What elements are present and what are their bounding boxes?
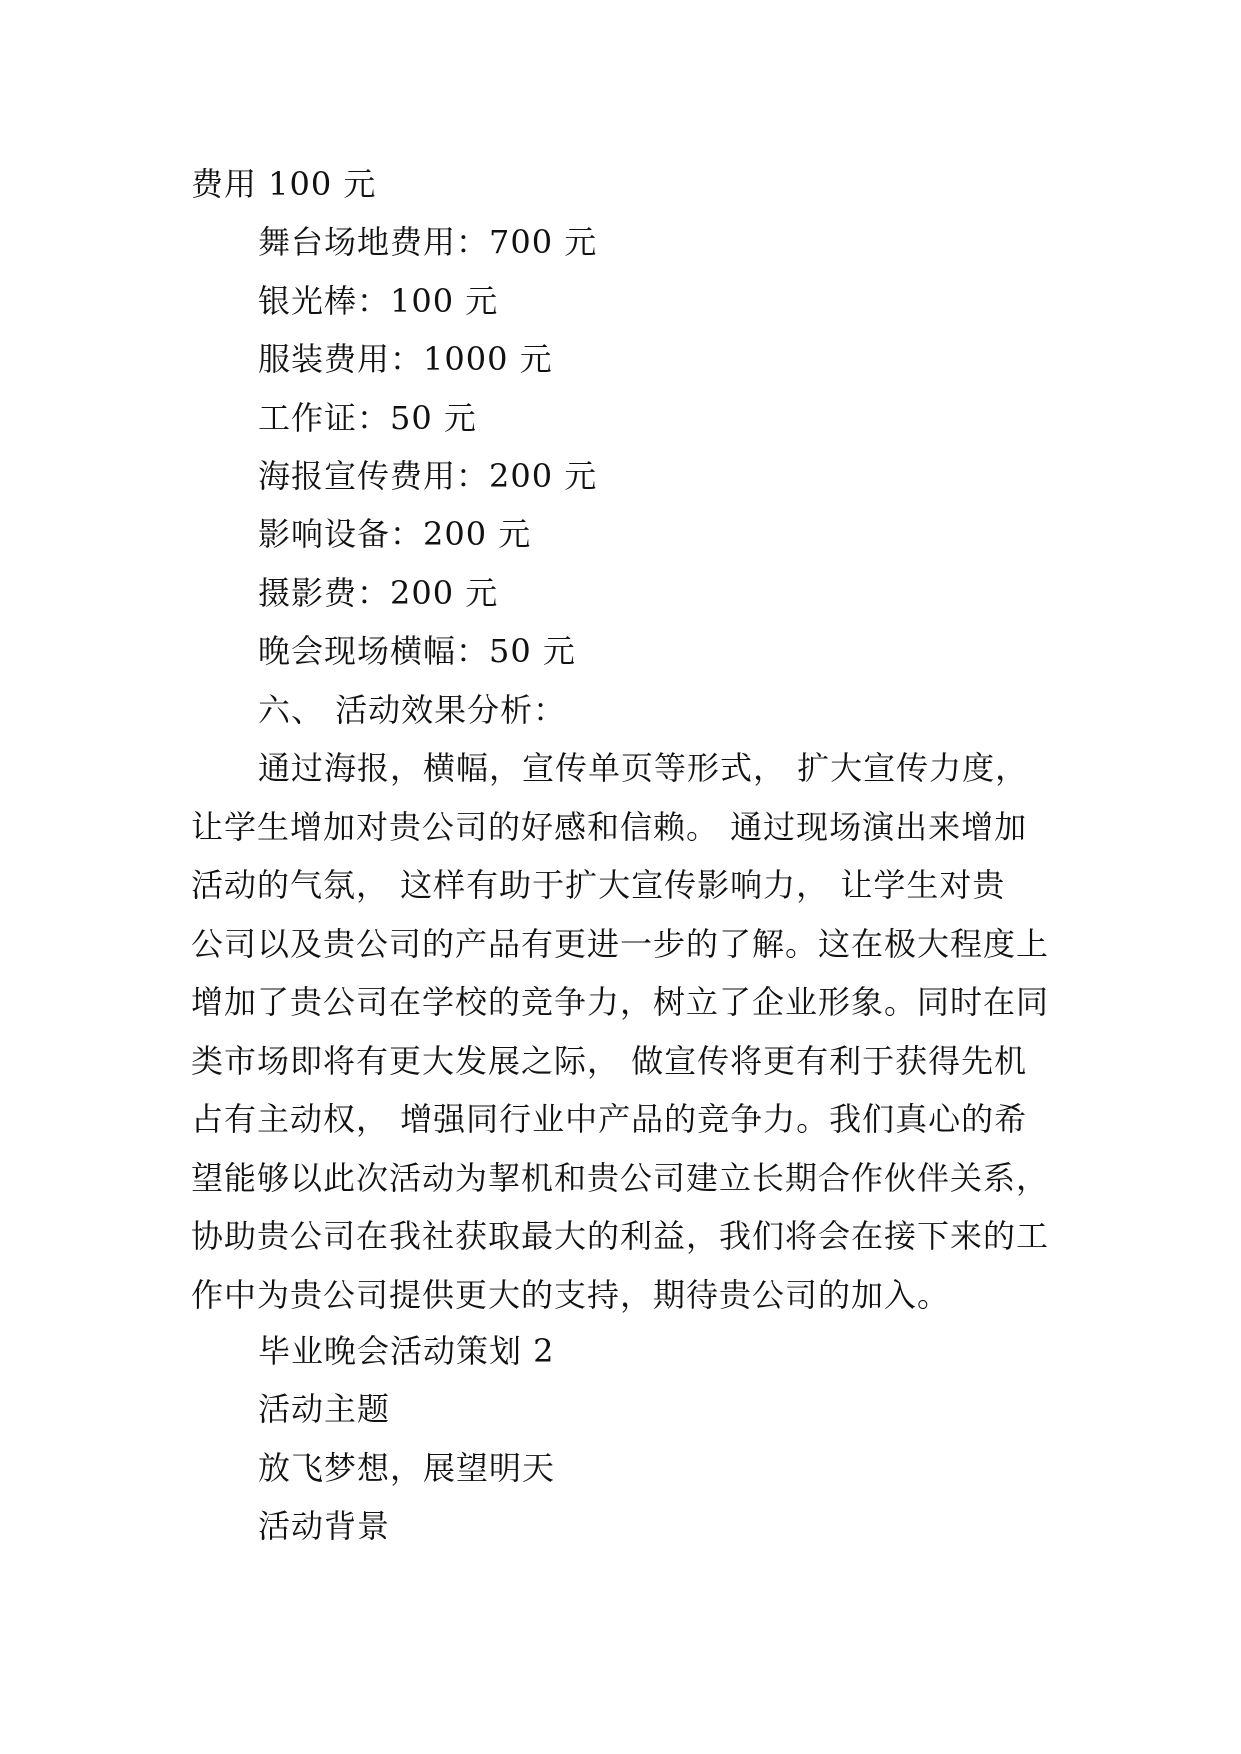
text-line-costume-fee: 服装费用：1000 元 xyxy=(258,340,553,378)
section-heading-effect-analysis: 六、 活动效果分析： xyxy=(258,691,567,729)
text-line-poster-fee: 海报宣传费用：200 元 xyxy=(258,457,598,495)
body-paragraph xyxy=(191,739,1059,1324)
subheading-activity-theme: 活动主题 xyxy=(258,1390,391,1428)
text-line-photography: 摄影费：200 元 xyxy=(258,574,499,612)
paragraph-line: 活动的气氛， 这样有助于扩大宣传影响力， 让学生对贵 xyxy=(191,866,1006,904)
text-line-theme-value: 放飞梦想，展望明天 xyxy=(258,1449,556,1487)
paragraph-line: 增加了贵公司在学校的竞争力，树立了企业形象。同时在同 xyxy=(191,983,1050,1021)
paragraph-line: 通过海报，横幅，宣传单页等形式， 扩大宣传力度， xyxy=(258,749,1029,787)
text-line-audio-equipment: 影响设备：200 元 xyxy=(258,515,532,553)
paragraph-line: 公司以及贵公司的产品有更进一步的了解。这在极大程度上 xyxy=(191,924,1050,963)
paragraph-line: 占有主动权， 增强同行业中产品的竞争力。我们真心的希 xyxy=(191,1100,1028,1138)
text-line-glow-sticks: 银光棒：100 元 xyxy=(258,282,499,320)
text-line-work-pass: 工作证：50 元 xyxy=(258,399,477,437)
text-line-cost: 费用 100 元 xyxy=(191,165,377,203)
paragraph-line: 作中为贵公司提供更大的支持，期待贵公司的加入。 xyxy=(191,1275,951,1314)
paragraph-line: 让学生增加对贵公司的好感和信赖。 通过现场演出来增加 xyxy=(191,807,1028,846)
paragraph-line: 望能够以此次活动为挈机和贵公司建立长期合作伙伴关系， xyxy=(191,1158,1050,1197)
text-line-banner: 晚会现场横幅：50 元 xyxy=(258,632,576,670)
text-line-stage-fee: 舞台场地费用：700 元 xyxy=(258,223,598,261)
paragraph-line: 协助贵公司在我社获取最大的利益，我们将会在接下来的工 xyxy=(191,1217,1050,1255)
paragraph-line: 类市场即将有更大发展之际， 做宣传将更有利于获得先机 xyxy=(191,1041,1028,1080)
subheading-activity-background: 活动背景 xyxy=(258,1507,391,1545)
section-heading-plan-2: 毕业晚会活动策划 2 xyxy=(258,1332,555,1370)
